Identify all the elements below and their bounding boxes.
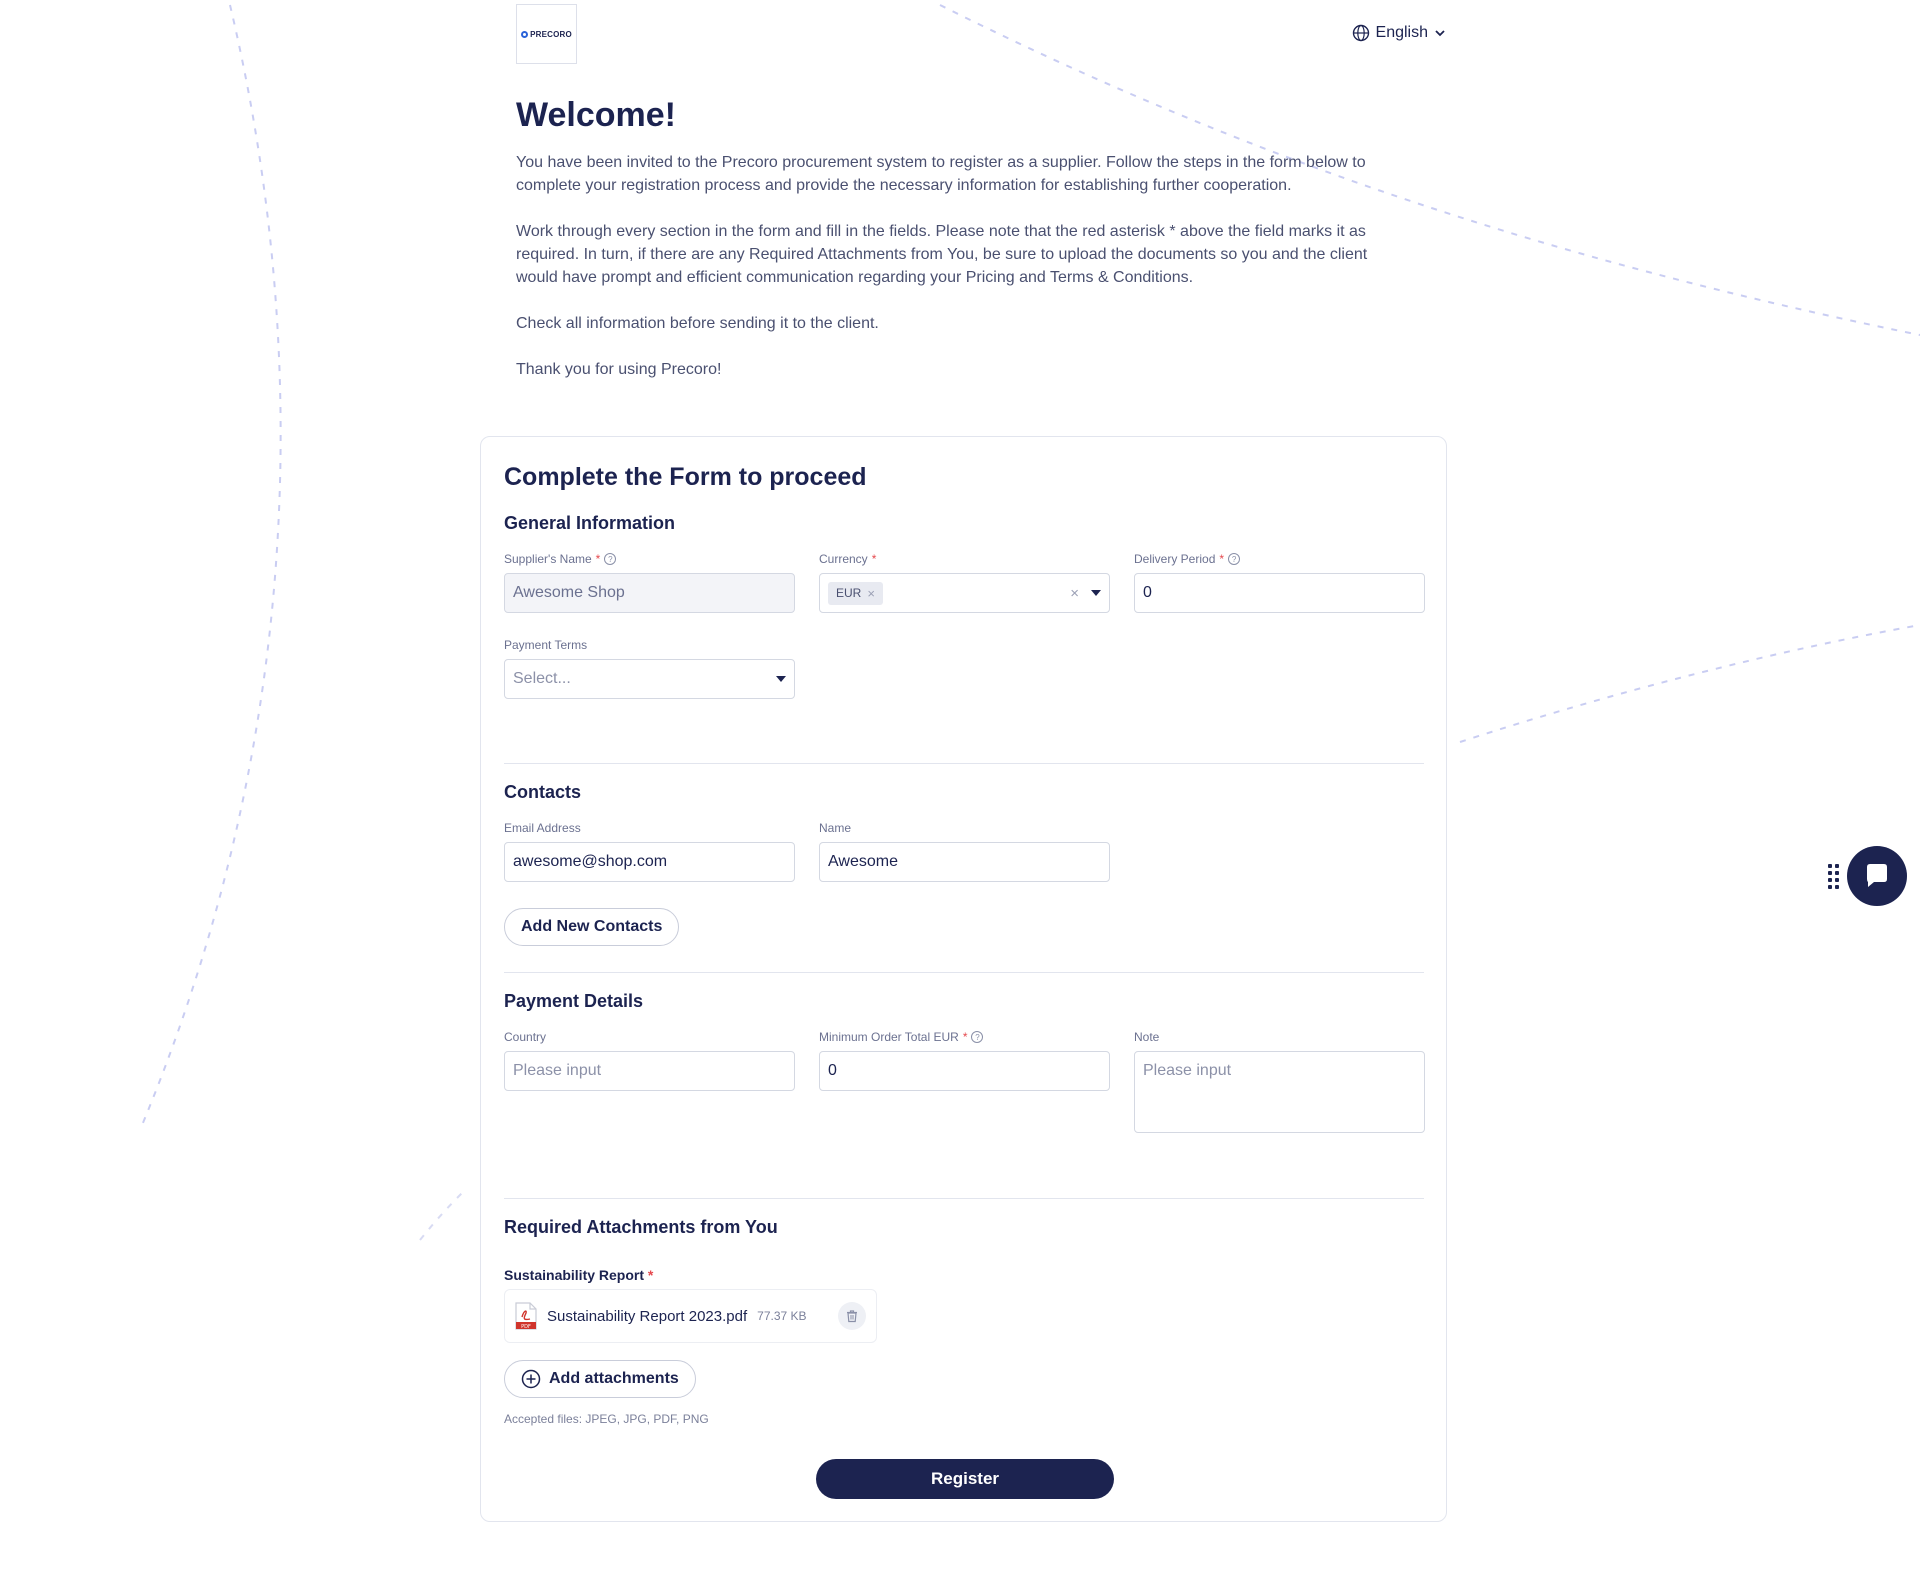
- trash-icon: [845, 1309, 859, 1323]
- logo-text: PRECORO: [530, 29, 572, 39]
- page-content: [516, 0, 1446, 404]
- note-label: Note: [1134, 1030, 1160, 1044]
- chevron-down-icon: [1434, 27, 1446, 39]
- language-selector[interactable]: [1352, 24, 1446, 42]
- intro-paragraph: Check all information before sending it to the client.: [516, 315, 879, 332]
- email-field: [504, 820, 795, 882]
- contact-name-value: Awesome: [828, 853, 898, 870]
- min-order-field: [819, 1029, 1110, 1091]
- required-mark: *: [871, 552, 877, 566]
- currency-field: [819, 551, 1110, 613]
- currency-chip: [828, 582, 883, 605]
- form-title: Complete the Form to proceed: [504, 463, 867, 491]
- note-placeholder: Please input: [1143, 1062, 1232, 1079]
- help-icon[interactable]: ?: [1228, 553, 1240, 565]
- accepted-file-types: Accepted files: JPEG, JPG, PDF, PNG: [504, 1412, 709, 1426]
- attachment-item-label: Sustainability Report: [504, 1267, 645, 1283]
- caret-down-icon[interactable]: [1091, 590, 1101, 596]
- payment-terms-placeholder: Select...: [513, 670, 571, 687]
- intro-paragraph: Thank you for using Precoro!: [516, 361, 722, 378]
- delivery-period-value: 0: [1143, 584, 1152, 601]
- min-order-label: Minimum Order Total EUR: [819, 1030, 959, 1044]
- supplier-name-input[interactable]: [504, 573, 795, 613]
- contact-name-label: Name: [819, 821, 852, 835]
- required-mark: *: [962, 1030, 968, 1044]
- email-label: Email Address: [504, 821, 581, 835]
- file-size: 77.37 KB: [757, 1309, 807, 1323]
- min-order-input[interactable]: [819, 1051, 1110, 1091]
- contact-name-input[interactable]: [819, 842, 1110, 882]
- remove-chip-icon[interactable]: ×: [867, 585, 875, 601]
- country-input[interactable]: [504, 1051, 795, 1091]
- delivery-period-input[interactable]: [1134, 573, 1425, 613]
- delivery-period-field: [1134, 551, 1425, 613]
- pdf-tag-text: PDF: [521, 1324, 531, 1330]
- currency-chip-label: EUR: [836, 586, 862, 600]
- contact-name-field: [819, 820, 1110, 882]
- country-label: Country: [504, 1030, 547, 1044]
- caret-down-icon[interactable]: [776, 676, 786, 682]
- add-new-contacts-button[interactable]: [504, 908, 679, 946]
- country-placeholder: Please input: [513, 1062, 602, 1079]
- section-title-payment: Payment Details: [504, 991, 644, 1011]
- currency-label: Currency: [819, 552, 868, 566]
- drag-handle-icon[interactable]: [1828, 864, 1839, 889]
- add-attachments-button[interactable]: [504, 1360, 696, 1398]
- currency-select[interactable]: [819, 573, 1110, 613]
- welcome-title: Welcome!: [516, 96, 676, 134]
- required-mark: *: [647, 1267, 654, 1283]
- payment-terms-field: [504, 637, 795, 699]
- top-bar: [516, 0, 1446, 66]
- help-icon[interactable]: ?: [604, 553, 616, 565]
- chat-bubble-icon: [1862, 861, 1892, 891]
- logo-icon: [521, 31, 528, 38]
- language-label: English: [1375, 24, 1428, 41]
- supplier-name-label: Supplier's Name: [504, 552, 592, 566]
- intro-paragraph: Work through every section in the form and fill in the fields. Please note that the red asterisk * above the field marks it as required. In turn, if there are any Required Attachments from You, be sure to upload the documents so you and the client would have prompt and efficient communication regarding your Pricing and Terms & Conditions.: [516, 223, 1368, 286]
- section-divider: [504, 972, 1424, 973]
- email-value: awesome@shop.com: [513, 853, 668, 870]
- chat-button[interactable]: [1847, 846, 1907, 906]
- section-divider: [504, 1198, 1424, 1199]
- register-button[interactable]: Register: [816, 1459, 1114, 1499]
- payment-terms-label: Payment Terms: [504, 638, 588, 652]
- sustainability-report-label: [504, 1267, 653, 1283]
- note-textarea[interactable]: [1134, 1051, 1425, 1133]
- country-field: [504, 1029, 795, 1091]
- clear-icon[interactable]: ×: [1070, 584, 1079, 602]
- email-input[interactable]: [504, 842, 795, 882]
- chat-widget: [1828, 846, 1907, 906]
- registration-form-card: [480, 436, 1447, 1522]
- section-divider: [504, 763, 1424, 764]
- supplier-name-field: [504, 551, 795, 613]
- plus-circle-icon: [521, 1369, 541, 1389]
- add-attachments-label: Add attachments: [549, 1370, 679, 1387]
- section-title-attachments: Required Attachments from You: [504, 1217, 778, 1237]
- delivery-period-label: Delivery Period: [1134, 552, 1216, 566]
- intro-paragraph: You have been invited to the Precoro procurement system to register as a supplier. Follow the steps in the form below to complete your registration process and provide the necessary information for establishing further cooperation.: [516, 154, 1366, 194]
- required-mark: *: [1219, 552, 1225, 566]
- note-field: [1134, 1029, 1425, 1133]
- help-icon[interactable]: ?: [971, 1031, 983, 1043]
- required-mark: *: [595, 552, 601, 566]
- pdf-file-icon: [515, 1302, 537, 1330]
- add-new-contacts-label: Add New Contacts: [521, 918, 663, 935]
- payment-terms-select[interactable]: [504, 659, 795, 699]
- intro-text: [516, 151, 1406, 381]
- min-order-value: 0: [828, 1062, 837, 1079]
- delete-file-button[interactable]: [838, 1302, 866, 1330]
- file-name: Sustainability Report 2023.pdf: [547, 1307, 748, 1325]
- company-logo: [516, 4, 577, 64]
- globe-icon: [1352, 24, 1370, 42]
- section-title-general: General Information: [504, 513, 676, 533]
- supplier-name-value: Awesome Shop: [513, 584, 625, 601]
- section-title-contacts: Contacts: [504, 782, 582, 802]
- attached-file[interactable]: [504, 1289, 877, 1343]
